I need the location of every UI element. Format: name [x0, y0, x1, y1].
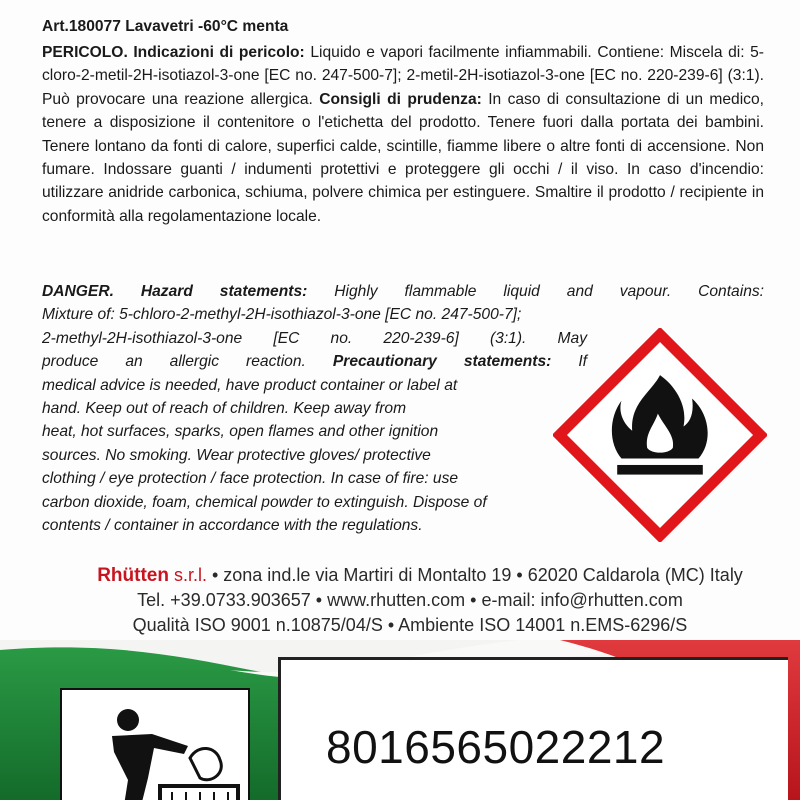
brand-name: Rhütten	[97, 565, 169, 586]
en-danger-heading: DANGER. Hazard statements:	[42, 283, 308, 300]
italian-paragraph	[42, 41, 764, 228]
en-line-6: hand. Keep out of reach of children. Keep away from	[42, 400, 407, 418]
en-line-1: DANGER. Hazard statements: Highly flammable liquid and vapour. Contains:	[42, 283, 764, 300]
it-danger-heading: PERICOLO. Indicazioni di pericolo:	[42, 44, 305, 61]
en-line-5: medical advice is needed, have product container or label at	[42, 376, 458, 394]
tidy-man-icon	[60, 688, 250, 800]
en-precaution-heading: Precautionary statements:	[332, 353, 552, 371]
legal-form: s.r.l.	[168, 565, 207, 585]
italian-hazard-text	[42, 16, 764, 228]
en-line-10: carbon dioxide, foam, chemical powder to extinguish. Dispose of	[42, 493, 487, 511]
company-info	[0, 563, 800, 638]
it-precaution-text: In caso di consultazione di un medico, tenere a disposizione il contenitore o l'etichetta del prodotto. Tenere fuori dalla portata dei bambini. Tenere lontano da fonti di calore, superfici calde, scintille, fiamme libere o altre fonti di accensione. Non fumare. Indossare guanti / indumenti protettivi e proteggere gli occhi / il viso. In caso d'incendio: utilizzare anidride carbonica, schiuma, polvere chimica per estinguere. Smaltire il prodotto / recipiente in conformità alla regolamentazione locale.	[42, 90, 764, 225]
ghs02-flame-icon	[553, 328, 767, 542]
en-line-3: 2-methyl-2H-isothiazol-3-one [EC no. 220-239-6] (3:1). May	[42, 329, 587, 347]
barcode-number: 8016565022212	[326, 721, 666, 773]
en-line-7: heat, hot surfaces, sparks, open flames and other ignition	[42, 423, 439, 441]
company-address-line	[0, 563, 800, 588]
company-certifications: Qualità ISO 9001 n.10875/04/S • Ambiente ISO 14001 n.EMS-6296/S	[132, 615, 688, 635]
barcode-panel	[278, 657, 788, 800]
company-contacts: Tel. +39.0733.903657 • www.rhutten.com • e-mail: info@rhutten.com	[137, 590, 683, 610]
article-title: Art.180077 Lavavetri -60°C menta	[42, 18, 289, 35]
en-line-4: produce an allergic reaction. Precautionary statements: If	[42, 353, 588, 371]
en-line-9: clothing / eye protection / face protection. In case of fire: use	[42, 470, 459, 488]
en-line-2: Mixture of: 5-chloro-2-methyl-2H-isothiazol-3-one [EC no. 247-500-7];	[42, 306, 522, 324]
en-line-11: contents / container in accordance with the regulations.	[42, 517, 423, 535]
it-precaution-heading: Consigli di prudenza:	[319, 90, 482, 108]
it-danger-text: Liquido e vapori facilmente infiammabili. Contiene: Miscela di: 5-cloro-2-metil-2H-isotiazol-3-one [EC no. 247-500-7]; 2-metil-2H-isotiazol-3-one [EC no. 220-239-6] (3:1). Può provocare una reazione allergica.	[42, 44, 764, 108]
company-address: • zona ind.le via Martiri di Montalto 19 • 62020 Caldarola (MC) Italy	[206, 565, 743, 585]
en-line-8: sources. No smoking. Wear protective gloves/ protective	[42, 446, 431, 464]
